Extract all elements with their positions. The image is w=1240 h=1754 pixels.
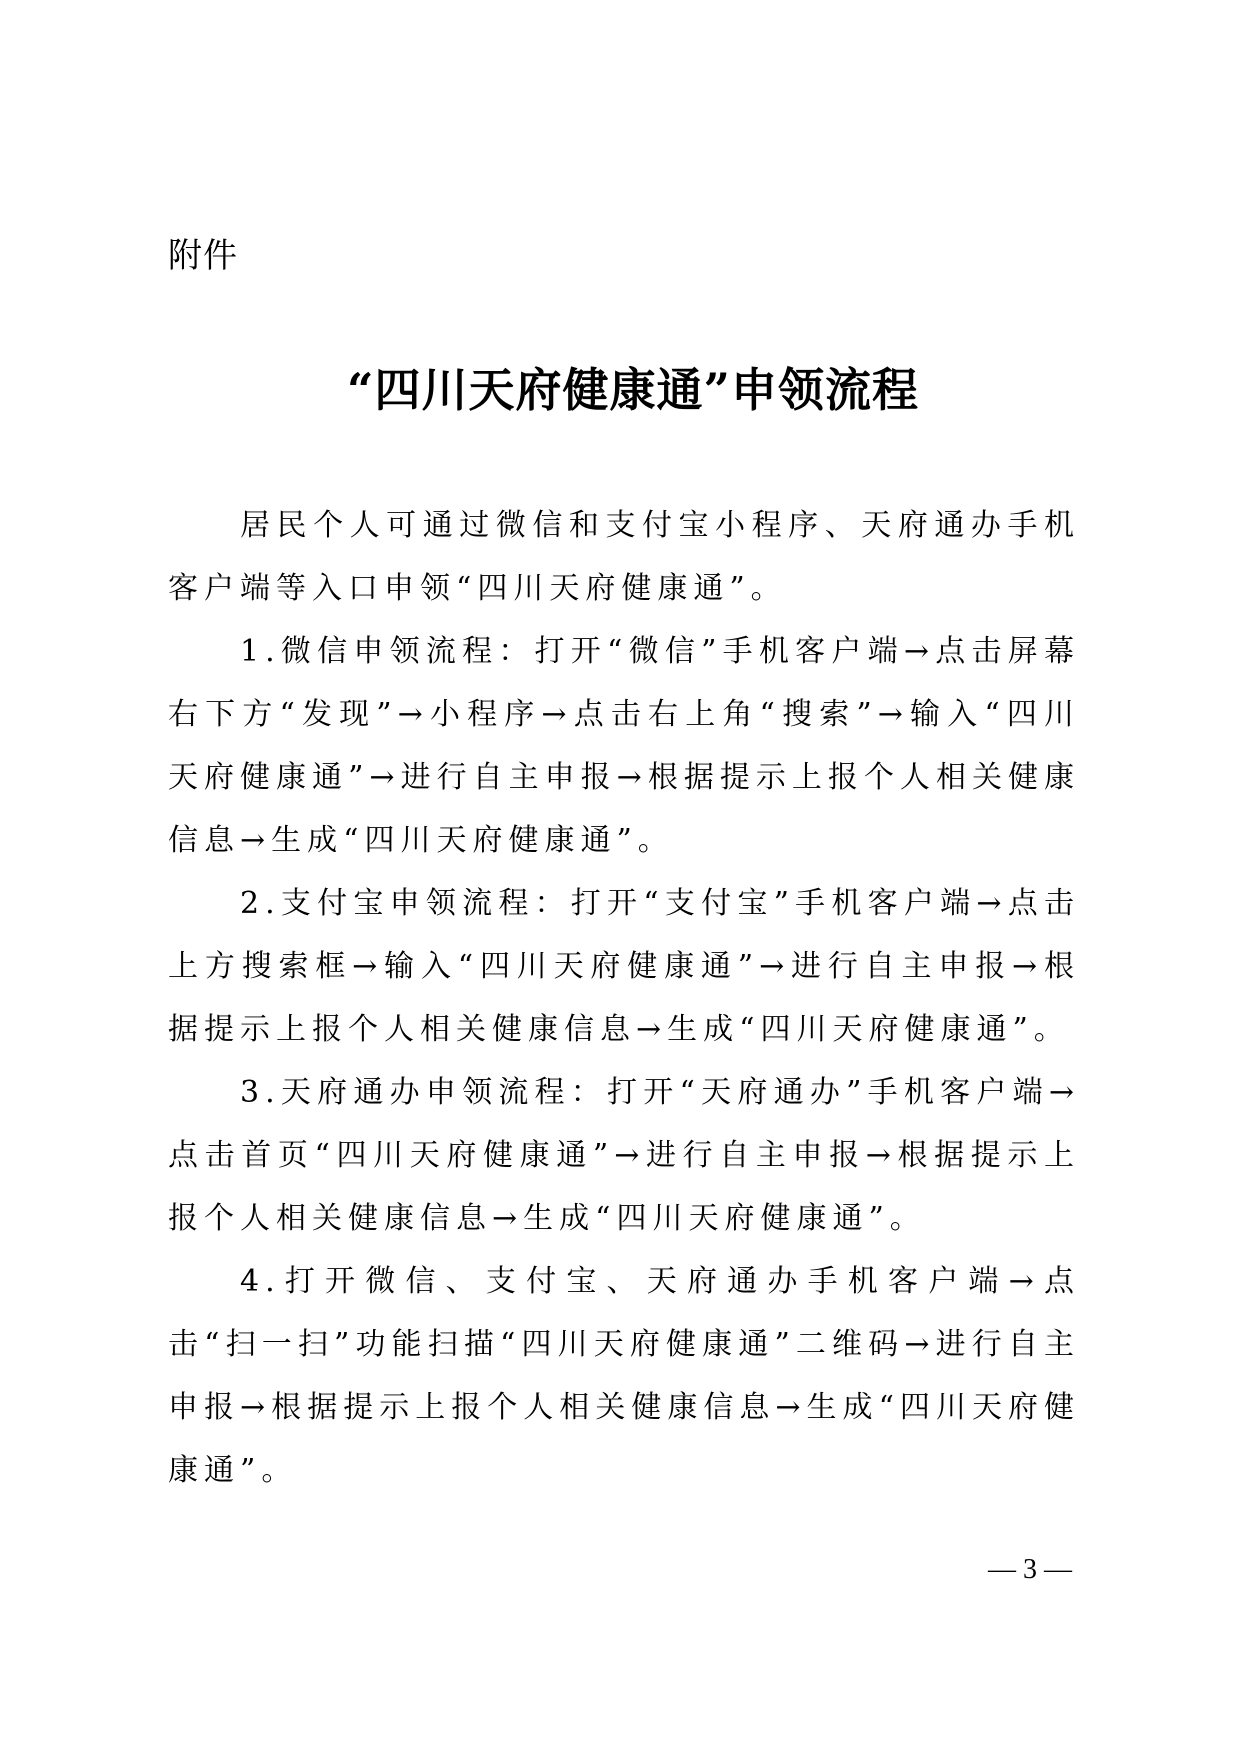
qr-scan-procedure-paragraph: 4.打开微信、支付宝、天府通办手机客户端→点击“扫一扫”功能扫描“四川天府健康通”二维码→进行自主申报→根据提示上报个人相关健康信息→生成“四川天府健康通”。 <box>168 1264 1080 1488</box>
wechat-procedure-paragraph: 1.微信申领流程：打开“微信”手机客户端→点击屏幕右下方“发现”→小程序→点击右上角“搜索”→输入“四川天府健康通”→进行自主申报→根据提示上报个人相关健康信息→生成“四川天府健康通”。 <box>168 634 1080 858</box>
alipay-procedure-paragraph: 2.支付宝申领流程：打开“支付宝”手机客户端→点击上方搜索框→输入“四川天府健康通”→进行自主申报→根据提示上报个人相关健康信息→生成“四川天府健康通”。 <box>168 886 1080 1047</box>
page-number: — 3 — <box>988 1554 1072 1585</box>
document-body <box>168 494 1080 1502</box>
tianfu-tongban-procedure-paragraph: 3.天府通办申领流程：打开“天府通办”手机客户端→点击首页“四川天府健康通”→进行自主申报→根据提示上报个人相关健康信息→生成“四川天府健康通”。 <box>168 1075 1080 1236</box>
document-title: “四川天府健康通”申领流程 <box>347 363 919 417</box>
attachment-label: 附件 <box>168 236 238 276</box>
intro-paragraph: 居民个人可通过微信和支付宝小程序、天府通办手机客户端等入口申领“四川天府健康通”。 <box>168 508 1080 606</box>
